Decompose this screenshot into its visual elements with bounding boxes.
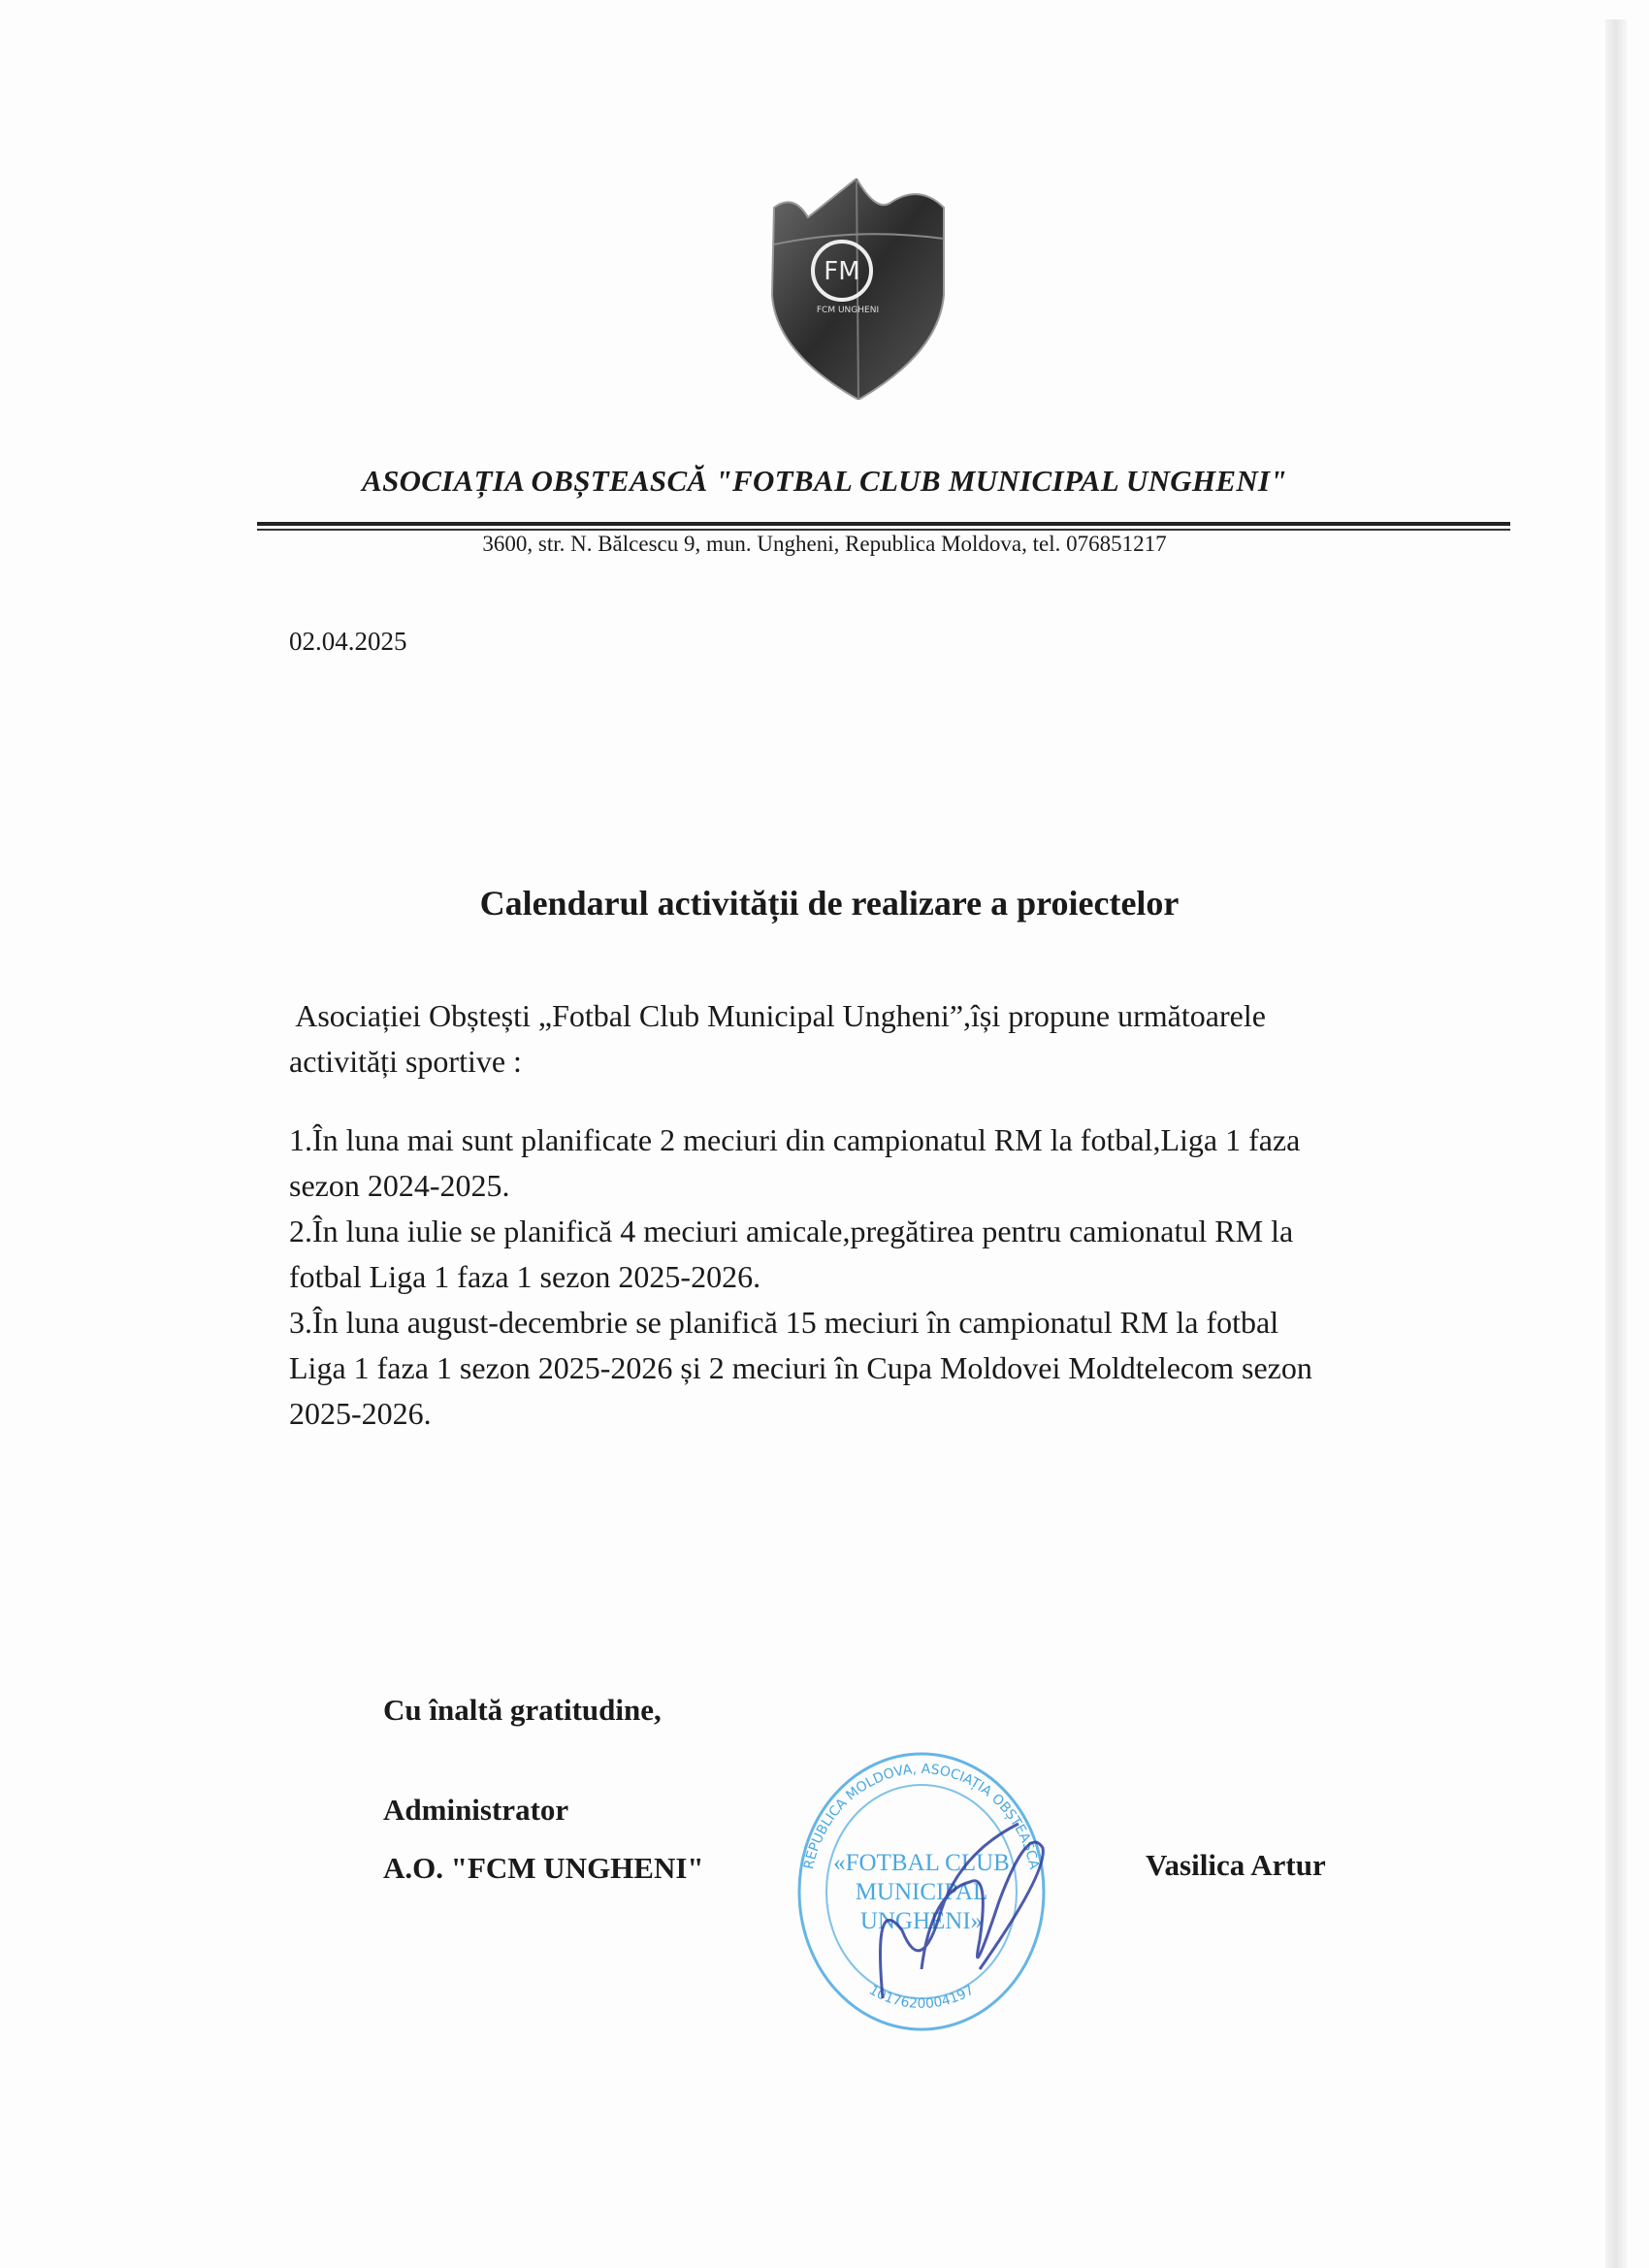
svg-text:FM: FM — [824, 257, 860, 286]
list-item-line: 3.În luna august-decembrie se planifică 15 meciuri în campionatul RM la fotbal — [289, 1305, 1279, 1340]
organization-address: 3600, str. N. Bălcescu 9, mun. Ungheni, Republica Moldova, tel. 076851217 — [482, 532, 1167, 556]
svg-text:UNGHENI»: UNGHENI» — [859, 1908, 984, 1934]
list-item-line: 1.În luna mai sunt planificate 2 meciuri din campionatul RM la fotbal,Liga 1 faza — [289, 1122, 1301, 1157]
document-date: 02.04.2025 — [289, 627, 407, 656]
organization-name: ASOCIAȚIA OBȘTEASCĂ "FOTBAL CLUB MUNICIPAL UNGHENI" — [362, 464, 1287, 498]
stamp-ring-text: REPUBLICA MOLDOVA, ASOCIAȚIA OBȘTEASCĂ — [801, 1761, 1042, 1871]
svg-text:FCM UNGHENI: FCM UNGHENI — [816, 306, 880, 315]
official-stamp — [776, 1746, 1067, 2037]
signer-name: Vasilica Artur — [1146, 1848, 1326, 1882]
intro-line: activități sportive : — [289, 1044, 522, 1079]
list-item-line: 2025-2026. — [289, 1396, 432, 1431]
intro-line: Asociației Obștești „Fotbal Club Municipal Ungheni”,își propune următoarele — [289, 998, 1266, 1033]
document-body — [289, 993, 1492, 1437]
stamp-number: 1017620004197 — [866, 1982, 977, 2012]
header-rule-thin — [257, 529, 1510, 531]
list-item-line: sezon 2024-2025. — [289, 1168, 510, 1203]
document-title: Calendarul activității de realizare a proiectelor — [479, 884, 1180, 923]
signer-organization: A.O. "FCM UNGHENI" — [383, 1851, 704, 1885]
svg-text:«FOTBAL CLUB: «FOTBAL CLUB — [833, 1850, 1010, 1876]
list-item-line: fotbal Liga 1 faza 1 sezon 2025-2026. — [289, 1259, 761, 1294]
closing-greeting: Cu înaltă gratitudine, — [383, 1693, 662, 1727]
scan-edge — [1605, 19, 1627, 2268]
list-item-line: Liga 1 faza 1 sezon 2025-2026 și 2 meciuri în Cupa Moldovei Moldtelecom sezon — [289, 1350, 1312, 1385]
header-rule — [257, 522, 1510, 526]
club-crest-logo — [764, 178, 951, 400]
list-item-line: 2.În luna iulie se planifică 4 meciuri amicale,pregătirea pentru camionatul RM la — [289, 1214, 1294, 1248]
signer-role: Administrator — [383, 1793, 569, 1827]
svg-text:MUNICIPAL: MUNICIPAL — [855, 1879, 988, 1905]
